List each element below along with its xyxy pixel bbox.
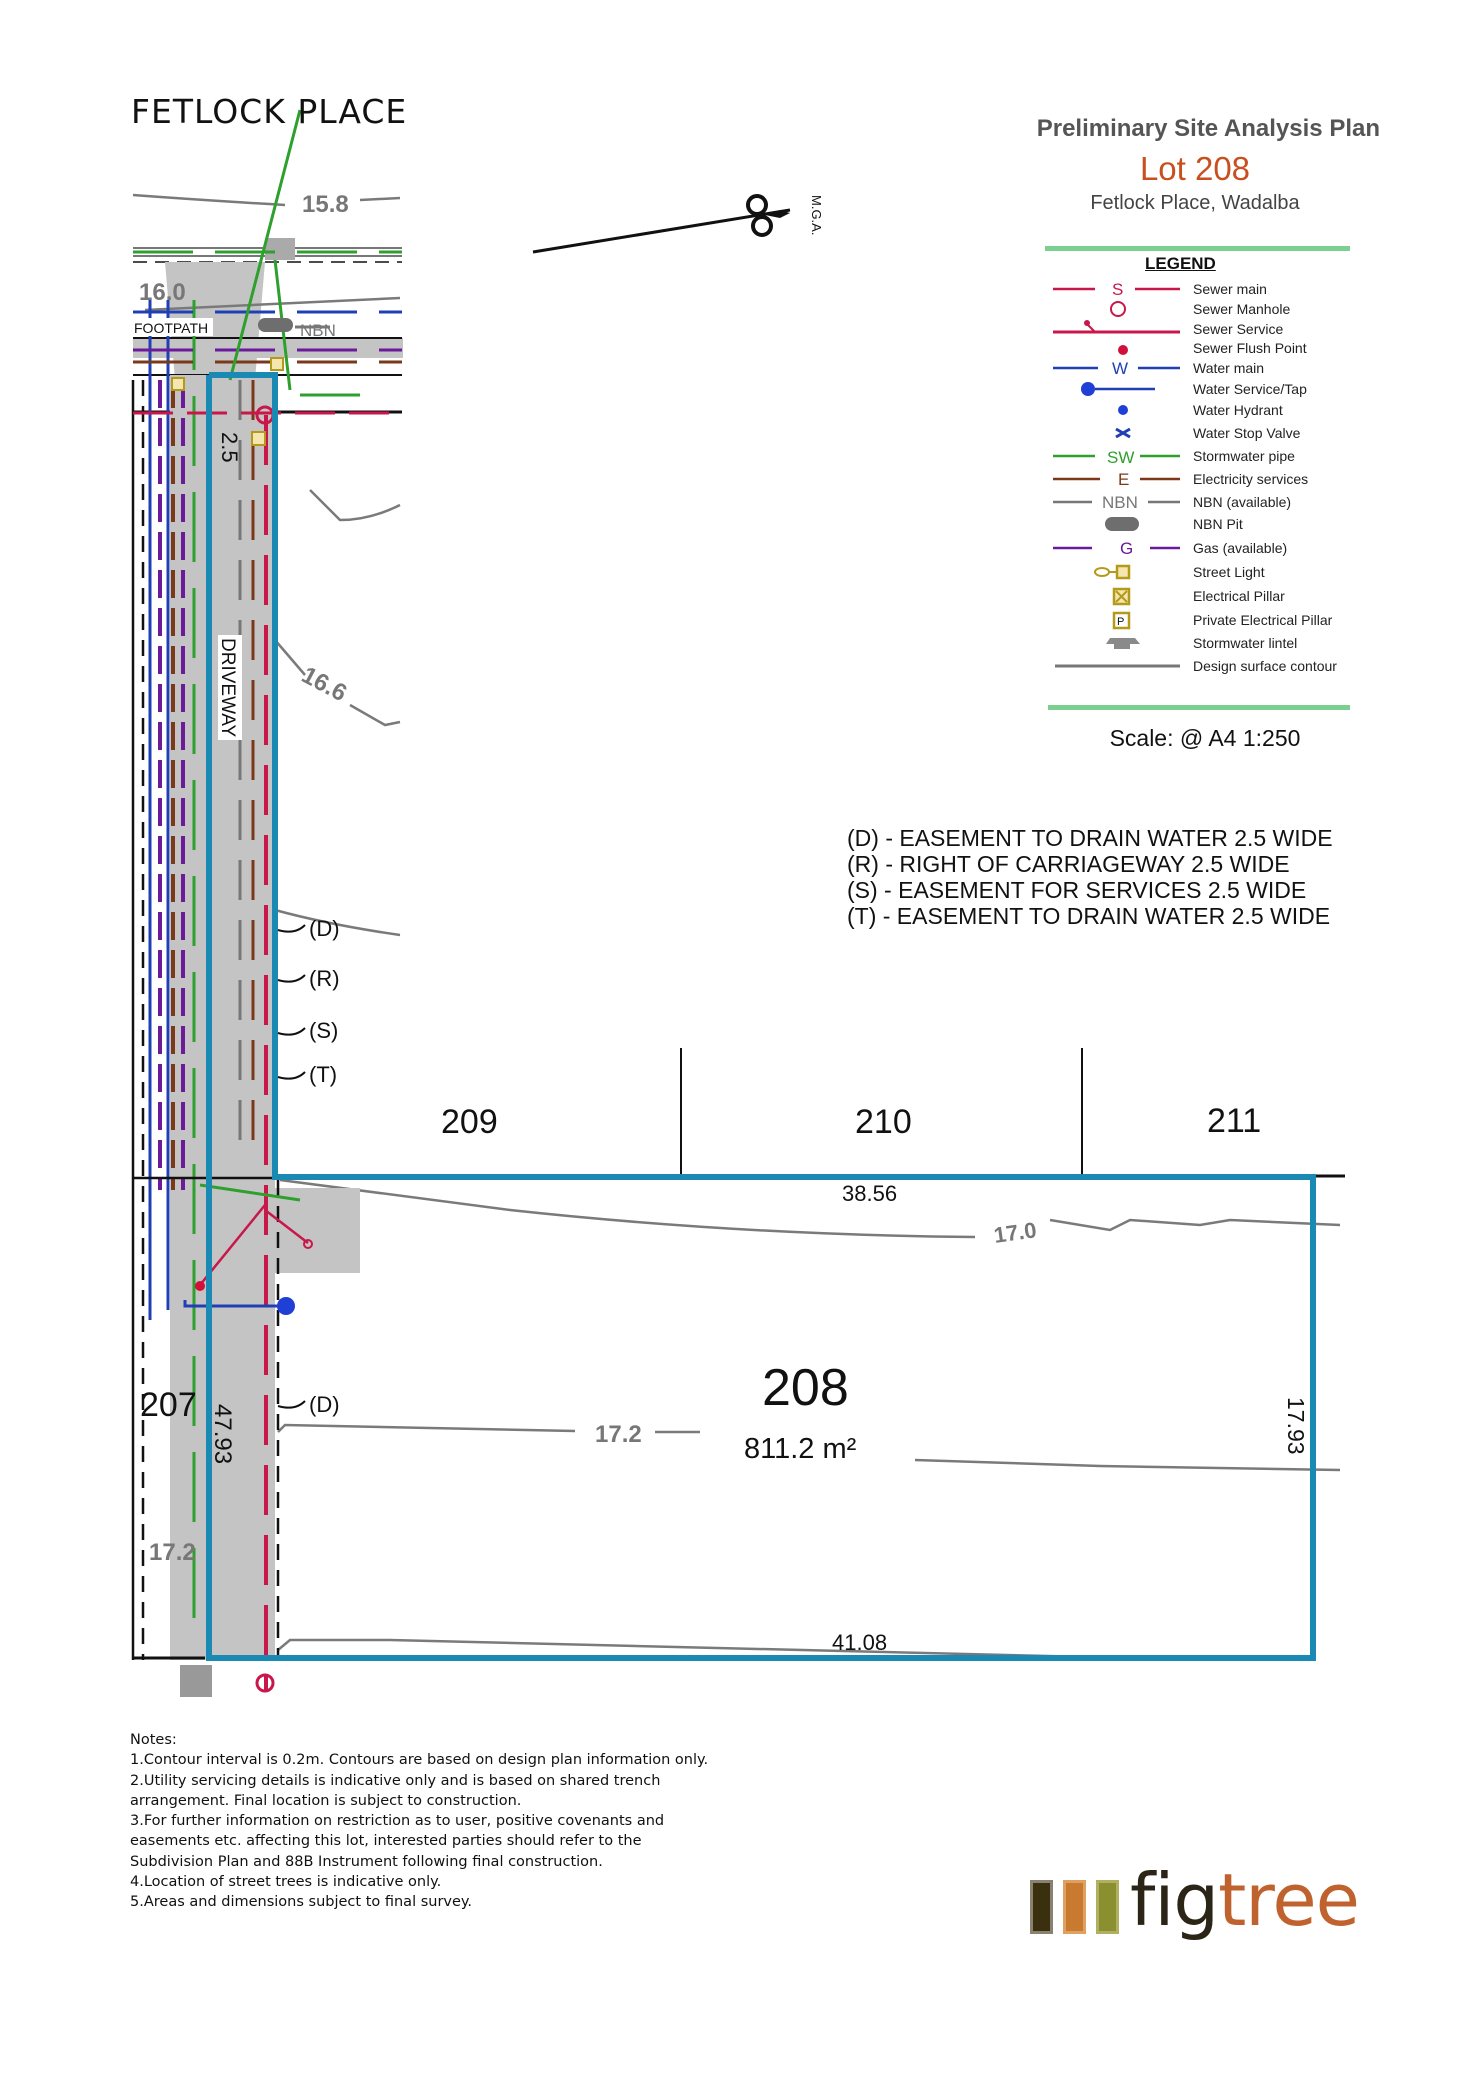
lot-207-label: 207 [140, 1386, 197, 1424]
address: Fetlock Place, Wadalba [1090, 192, 1300, 214]
note-item: 1.Contour interval is 0.2m. Contours are based on design plan information only. [130, 1752, 709, 1769]
svg-text:SW: SW [1107, 448, 1135, 467]
svg-text:G: G [1120, 539, 1134, 558]
legend-item: NBN Pit [1050, 513, 1360, 535]
contour-label: 17.0 [992, 1217, 1039, 1248]
notes-title: Notes: [130, 1732, 177, 1748]
lot-title: Lot 208 [1139, 150, 1251, 187]
nbn-label: NBN [300, 321, 336, 340]
contour-label: 17.2 [149, 1539, 196, 1566]
lot-210-label: 210 [855, 1103, 912, 1141]
legend-item: Design surface contour [1050, 655, 1360, 677]
legend-item: Water Stop Valve [1050, 422, 1360, 444]
easement-marker: (R) [309, 966, 340, 991]
legend-item: Stormwater lintel [1050, 632, 1360, 654]
svg-text:NBN: NBN [1102, 493, 1138, 512]
easement-brackets [278, 925, 305, 1408]
top-dimension-label: 38.56 [842, 1181, 898, 1206]
legend-item: Water Service/Tap [1050, 378, 1360, 400]
street-name: FETLOCK PLACE [131, 92, 408, 131]
driveway-strip [170, 375, 275, 1660]
legend-item: Sewer Flush Point [1050, 337, 1360, 359]
scale-label: Scale: @ A4 1:250 [1109, 725, 1301, 751]
svg-text:S: S [1112, 280, 1124, 299]
driveway-label: DRIVEWAY [217, 638, 238, 738]
note-item: 5.Areas and dimensions subject to final survey. [130, 1894, 473, 1911]
contour-label: 16.0 [139, 279, 186, 306]
legend-item: Sewer Manhole [1050, 298, 1360, 320]
easement-d: (D) - EASEMENT TO DRAIN WATER 2.5 WIDE [847, 825, 1333, 851]
sewer-flush-point-icon [1050, 337, 1180, 359]
contour-label: 16.6 [297, 661, 352, 708]
legend-item: Street Light [1050, 561, 1360, 583]
notes [130, 1730, 710, 1913]
sewer-main-icon [1050, 278, 1180, 300]
legend-item: Electrical Pillar [1050, 585, 1360, 607]
easement-r: (R) - RIGHT OF CARRIAGEWAY 2.5 WIDE [847, 851, 1290, 877]
lot-209-label: 209 [441, 1103, 498, 1141]
street-light-icon [1050, 561, 1180, 583]
electrical-pillar-icon [1050, 585, 1180, 607]
easement-marker: (T) [309, 1062, 338, 1087]
design-surface-contour-icon [1050, 655, 1180, 677]
nbn-icon [1050, 491, 1180, 513]
contour-label: 17.2 [595, 1421, 642, 1448]
lot-area-label: 811.2 m² [744, 1433, 857, 1465]
water-main-icon [1050, 357, 1180, 379]
legend-item: E Electricity services [1050, 468, 1360, 490]
sewer-manhole-icon [1050, 298, 1180, 320]
logo-wordmark: figtree [1130, 1858, 1359, 1942]
lot-211-label: 211 [1207, 1102, 1262, 1140]
logo-bar-icon [1030, 1880, 1053, 1934]
note-item: 3.For further information on restriction as to user, positive covenants and easements etc. affecting this lot, interested parties should refer to the Subdivision Plan and 88B Instrument following final construction. [130, 1813, 665, 1870]
logo-bar-icon [1096, 1880, 1119, 1934]
plan-title: Preliminary Site Analysis Plan [1036, 115, 1380, 142]
legend-item: Sewer Service [1050, 318, 1360, 340]
legend-item: SW Stormwater pipe [1050, 445, 1360, 467]
electricity-icon [1050, 468, 1180, 490]
bottom-dimension-label: 41.08 [832, 1630, 888, 1655]
legend-top-rule [1045, 246, 1350, 251]
svg-text:P: P [1117, 616, 1125, 628]
svg-text:E: E [1118, 470, 1130, 489]
footpath-label: FOOTPATH [134, 320, 209, 336]
legend-item: W Water main [1050, 357, 1360, 379]
note-item: 4.Location of street trees is indicative only. [130, 1874, 442, 1891]
legend-item: Water Hydrant [1050, 399, 1360, 421]
north-arrow-icon [533, 195, 824, 252]
easement-s: (S) - EASEMENT FOR SERVICES 2.5 WIDE [847, 877, 1307, 903]
water-stop-valve-icon [1050, 422, 1180, 444]
right-dimension-label: 17.93 [1283, 1397, 1309, 1455]
contour-label: 15.8 [302, 191, 349, 218]
access-width-label: 2.5 [217, 432, 242, 463]
stormwater-lintel-icon [1050, 632, 1180, 654]
easement-marker: (S) [309, 1018, 339, 1043]
nbn-pit-icon [1050, 513, 1180, 535]
stormwater-pipe-icon [1050, 445, 1180, 467]
lot-number-label: 208 [762, 1359, 849, 1417]
easement-notes [847, 825, 1333, 929]
water-service-tap-icon [1050, 378, 1180, 400]
driveway-apron [270, 1188, 360, 1273]
legend-title: LEGEND [1145, 254, 1216, 273]
easement-marker: (D) [309, 916, 340, 941]
legend-item: G Gas (available) [1050, 537, 1360, 559]
easement-marker: (D) [309, 1392, 340, 1417]
svg-text:M.G.A.: M.G.A. [809, 195, 824, 236]
note-item: 2.Utility servicing details is indicative only and is based on shared trench arrangement. Final location is subject to construction. [130, 1772, 661, 1809]
legend-item: NBN NBN (available) [1050, 491, 1360, 513]
legend-item: P Private Electrical Pillar [1050, 609, 1360, 631]
svg-text:W: W [1112, 359, 1129, 378]
legend-item: S Sewer main [1050, 278, 1360, 300]
title-block [960, 115, 1380, 143]
logo-bar-icon [1063, 1880, 1086, 1934]
gas-icon [1050, 537, 1180, 559]
water-hydrant-icon [1050, 399, 1180, 421]
easement-t: (T) - EASEMENT TO DRAIN WATER 2.5 WIDE [847, 903, 1331, 929]
figtree-logo [1030, 1858, 1390, 1948]
private-electrical-pillar-icon [1050, 609, 1180, 631]
legend-bottom-rule [1048, 705, 1350, 710]
left-dimension-label: 47.93 [209, 1404, 236, 1465]
